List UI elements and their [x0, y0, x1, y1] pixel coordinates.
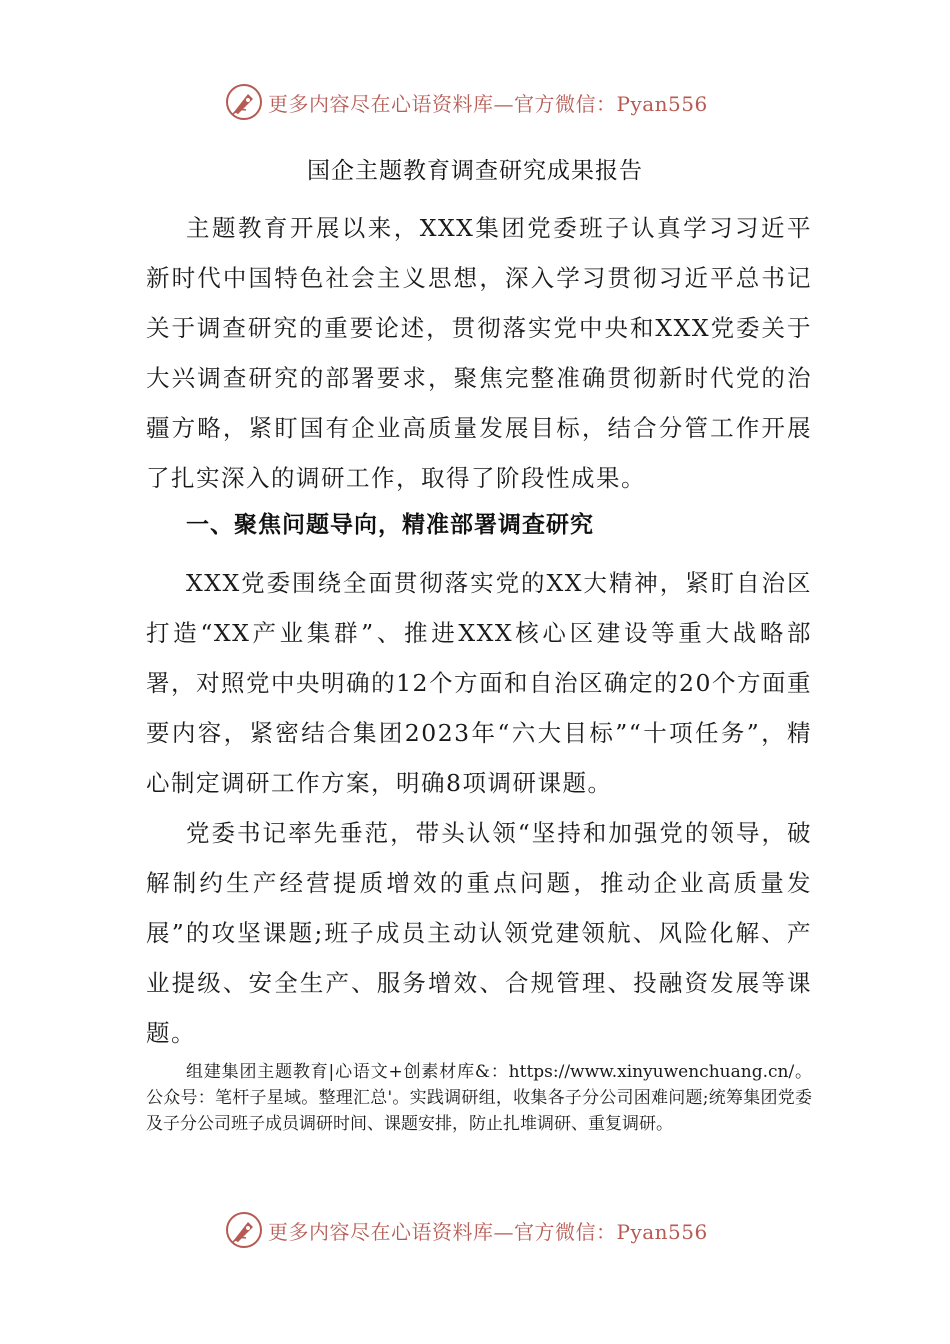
body-paragraph-2: XXX党委围绕全面贯彻落实党的XX大精神，紧盯自治区打造“XX产业集群”、推进XXX核心区建设等重大战略部署，对照党中央明确的12个方面和自治区确定的20个方面重要内容，紧密结合集团2023年“六大目标”“十项任务”，精心制定调研工作方案，明确8项调研课题。	[146, 569, 812, 797]
watermark-banner-bottom	[224, 1208, 744, 1252]
body-paragraph-small: 组建集团主题教育|心语文+创素材库&：https://www.xinyuwenchuang.cn/。公众号：笔杆子星域。整理汇总'。实践调研组，收集各子分公司困难问题;统筹集团党委及子分公司班子成员调研时间、课题安排，防止扎堆调研、重复调研。	[146, 1062, 812, 1134]
body-paragraph-3: 党委书记率先垂范，带头认领“坚持和加强党的领导，破解制约生产经营提质增效的重点问题，推动企业高质量发展”的攻坚课题;班子成员主动认领党建领航、风险化解、产业提级、安全生产、服务增效、合规管理、投融资发展等课题。	[146, 819, 812, 1047]
pen-nib-logo-icon	[224, 82, 264, 122]
body-paragraph-intro: 主题教育开展以来，XXX集团党委班子认真学习习近平新时代中国特色社会主义思想，深入学习贯彻习近平总书记关于调查研究的重要论述，贯彻落实党中央和XXX党委关于大兴调查研究的部署要求，聚焦完整准确贯彻新时代党的治疆方略，紧盯国有企业高质量发展目标，结合分管工作开展了扎实深入的调研工作，取得了阶段性成果。	[146, 214, 812, 492]
pen-nib-logo-icon	[224, 1210, 264, 1250]
section-heading-1: 一、聚焦问题导向，精准部署调查研究	[186, 512, 594, 538]
watermark-banner-top	[224, 80, 744, 124]
document-title: 国企主题教育调查研究成果报告	[307, 158, 643, 184]
watermark-banner-text: 更多内容尽在心语资料库—官方微信：Pyan556	[268, 92, 708, 116]
watermark-banner-text: 更多内容尽在心语资料库—官方微信：Pyan556	[268, 1220, 708, 1244]
